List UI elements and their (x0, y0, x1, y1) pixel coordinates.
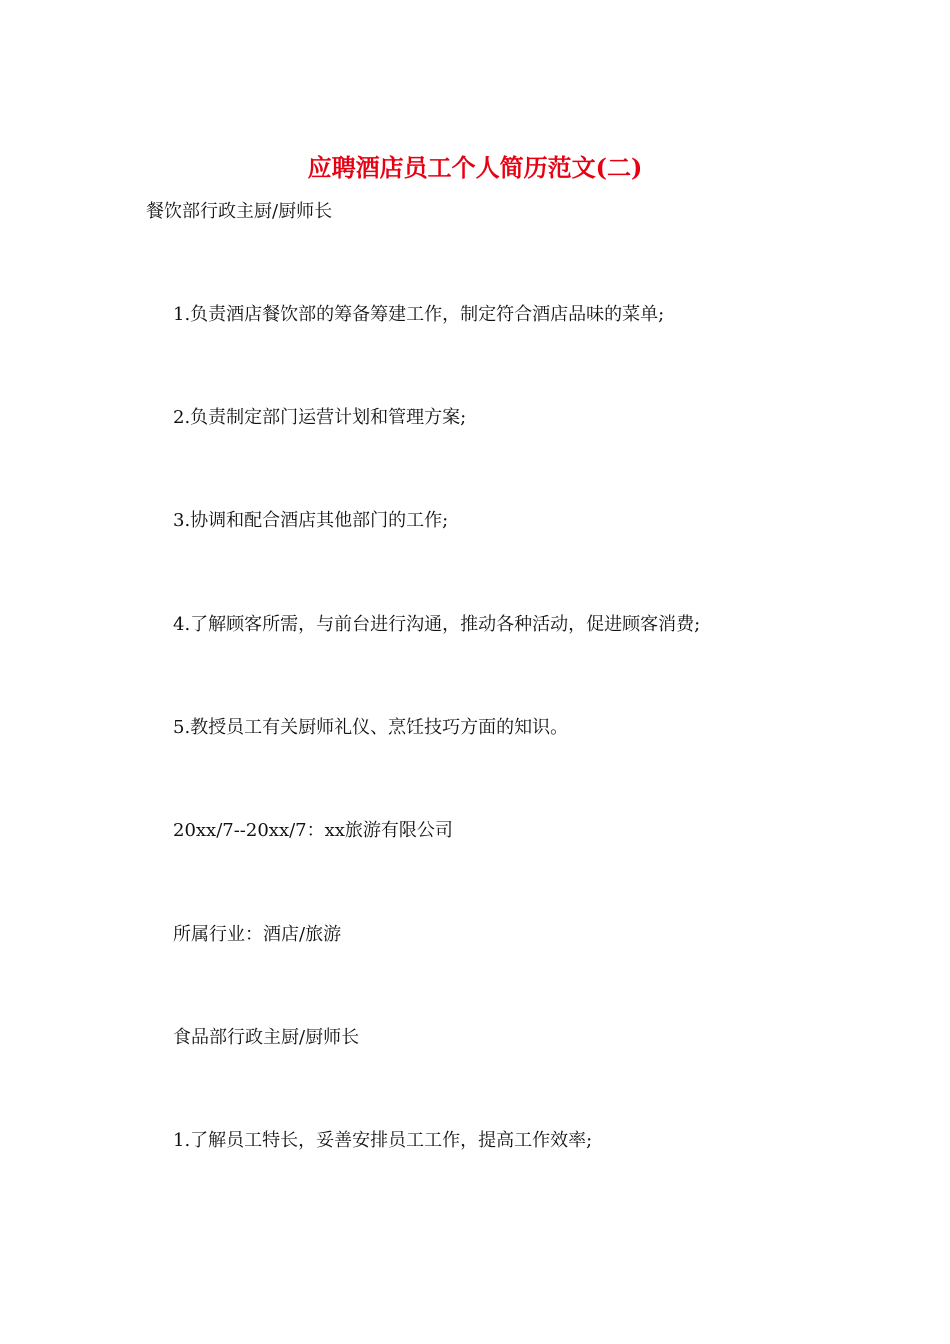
duty-item-4: 4.了解顾客所需，与前台进行沟通，推动各种活动，促进顾客消费; (173, 614, 701, 635)
duty-item-6: 1.了解员工特长，妥善安排员工工作，提高工作效率; (173, 1130, 593, 1151)
position-heading-2: 食品部行政主厨/厨师长 (173, 1027, 360, 1048)
duty-item-3: 3.协调和配合酒店其他部门的工作; (173, 510, 449, 531)
position-heading: 餐饮部行政主厨/厨师长 (146, 201, 333, 222)
duty-item-2: 2.负责制定部门运营计划和管理方案; (173, 407, 467, 428)
industry-line: 所属行业：酒店/旅游 (173, 924, 342, 945)
document-title: 应聘酒店员工个人简历范文(二) (307, 153, 643, 182)
employment-period: 20xx/7--20xx/7：xx旅游有限公司 (173, 820, 453, 841)
duty-item-1: 1.负责酒店餐饮部的筹备筹建工作，制定符合酒店品味的菜单; (173, 304, 665, 325)
duty-item-5: 5.教授员工有关厨师礼仪、烹饪技巧方面的知识。 (173, 717, 569, 738)
